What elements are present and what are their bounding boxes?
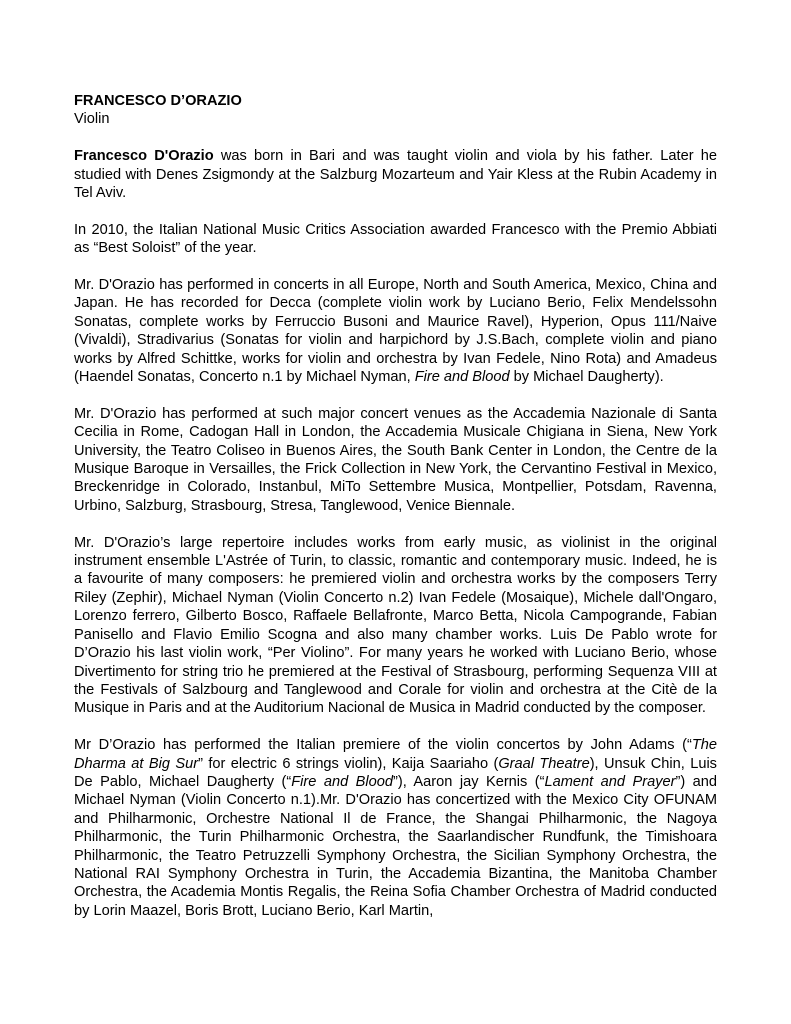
- artist-name-heading: FRANCESCO D’ORAZIO: [74, 93, 242, 109]
- recordings-italic-title: Fire and Blood: [414, 369, 510, 386]
- premieres-italic-2: Graal Theatre: [498, 755, 590, 772]
- premieres-italic-3: Fire and Blood: [291, 773, 393, 790]
- bio-paragraph-award: In 2010, the Italian National Music Critics Association awarded Francesco with the Premio Abbiati as “Best Soloist” of the year.: [74, 221, 717, 257]
- premieres-text-2: ” for electric 6 strings violin), Kaija Saariaho (: [198, 755, 499, 772]
- premieres-text-3: ), Unsuk Chin, Luis De Pablo, Michael Daugherty (“: [74, 755, 717, 790]
- premieres-text-4: ”), Aaron jay Kernis (“: [393, 773, 545, 790]
- instrument-subheading: Violin: [74, 111, 110, 128]
- bio-paragraph-birth-text: was born in Bari and was taught violin and viola by his father. Later he studied with Denes Zsigmondy at the Salzburg Mozarteum and Yair Kless at the Rubin Academy in Tel Aviv.: [74, 148, 718, 202]
- bio-paragraph-recordings: [74, 276, 717, 386]
- recordings-text-a: Mr. D'Orazio has performed in concerts in all Europe, North and South America, Mexico, China and Japan. He has recorded for Decca (complete violin work by Luciano Berio, Felix Mendelssohn Sonatas, complete works by Ferruccio Busoni and Maurice Ravel), Hyperion, Opus 111/Naive (Vivaldi), Stradivarius (Sonatas for violin and harpichord by J.S.Bach, complete violin and piano works by Alfred Schittke, works for violin and orchestra by Ivan Fedele, Nino Rota) and Amadeus (Haendel Sonatas, Concerto n.1 by Michael Nyman,: [74, 277, 717, 386]
- premieres-text-1: Mr D’Orazio has performed the Italian premiere of the violin concertos by John Adams (“: [74, 737, 692, 754]
- artist-name-bold: Francesco D'Orazio: [74, 148, 214, 165]
- recordings-text-b: by Michael Daugherty).: [509, 369, 664, 386]
- premieres-italic-4: Lament and Prayer: [544, 773, 676, 790]
- document-page: [74, 92, 717, 939]
- premieres-text-5: ”) and Michael Nyman (Violin Concerto n.1).Mr. D'Orazio has concertized with the Mexico City OFUNAM and Philharmonic, Orchestre National Il de France, the Shangai Philharmonic, the Nagoya Philharmonic, the Turin Philharmonic Orchestra, the Saarlandischer Rundfunk, the Timishoara Philharmonic, the Teatro Petruzzelli Symphony Orchestra, the Sicilian Symphony Orchestra, the National RAI Symphony Orchestra in Turin, the Accademia Bizantina, the Manitoba Chamber Orchestra, the Academia Montis Regalis, the Reina Sofia Chamber Orchestra of Madrid conducted by Lorin Maazel, Boris Brott, Luciano Berio, Karl Martin,: [74, 773, 718, 919]
- bio-paragraph-repertoire: Mr. D'Orazio’s large repertoire includes works from early music, as violinist in the original instrument ensemble L'Astrée of Turin, to classic, romantic and contemporary music. Indeed, he is a favourite of many composers: he premiered violin and orchestra works by the composers Terry Riley (Zephir), Michael Nyman (Violin Concerto n.2) Ivan Fedele (Mosaique), Michele dall'Ongaro, Lorenzo ferrero, Gilberto Bosco, Raffaele Bellafronte, Marco Betta, Nicola Campogrande, Fabian Panisello and Flavio Emilio Scogna and also many chamber works. Luis De Pablo wrote for D’Orazio his last violin work, “Per Violino”. For many years he worked with Luciano Berio, whose Divertimento for string trio he premiered at the Festival of Strasbourg, performing Sequenza VIII at the Festivals of Salzbourg and Tanglewood and Corale for violin and orchestra at the Citè de la Musique in Paris and at the Auditorium Nacional de Musica in Madrid conducted by the composer.: [74, 534, 717, 717]
- premieres-italic-1: The Dharma at Big Sur: [74, 737, 717, 772]
- bio-paragraph-venues: Mr. D'Orazio has performed at such major concert venues as the Accademia Nazionale di Santa Cecilia in Rome, Cadogan Hall in London, the Accademia Musicale Chigiana in Siena, New York University, the Teatro Coliseo in Buenos Aires, the South Bank Center in London, the Centre de la Musique Baroque in Versailles, the Frick Collection in New York, the Cervantino Festival in Mexico, Breckenridge in Colorado, Instanbul, MiTo Settembre Musica, Montpellier, Potsdam, Ravenna, Urbino, Salzburg, Strasbourg, Stresa, Tanglewood, Venice Biennale.: [74, 405, 717, 514]
- bio-paragraph-premieres: [74, 736, 717, 920]
- bio-paragraph-birth: [74, 147, 717, 202]
